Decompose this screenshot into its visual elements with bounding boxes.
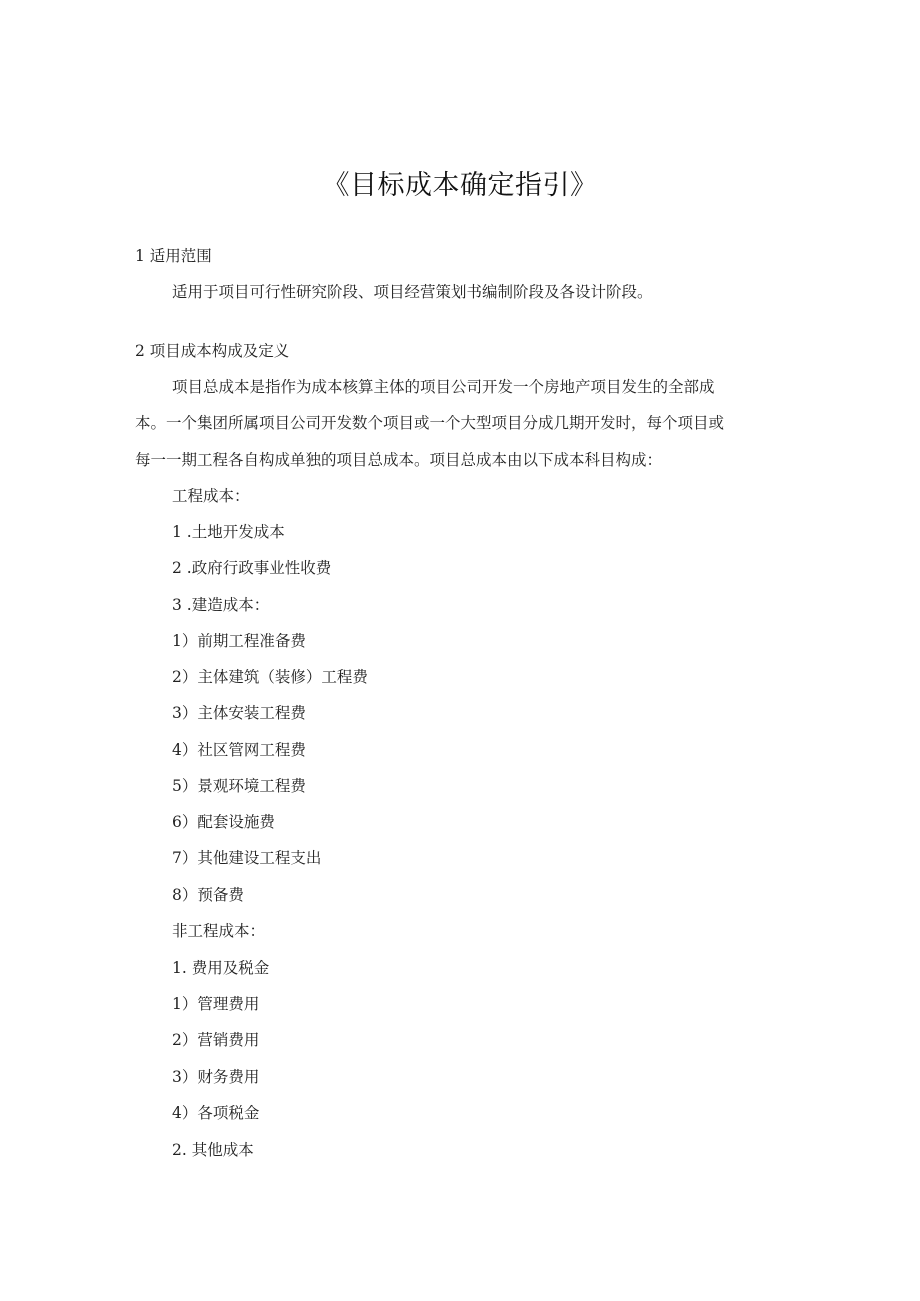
list-item: 8）预备费 xyxy=(172,886,244,904)
list-item: 2. 其他成本 xyxy=(172,1141,254,1159)
list-item: 2）营销费用 xyxy=(172,1031,260,1049)
list-item: 非工程成本： xyxy=(172,922,266,940)
document-title: 《目标成本确定指引》 xyxy=(322,170,598,201)
list-item: 4）社区管网工程费 xyxy=(172,741,306,759)
list-item: 4）各项税金 xyxy=(172,1104,260,1122)
section-2-paragraph-line-2: 本。一个集团所属项目公司开发数个项目或一个大型项目分成几期开发时，每个项目或 xyxy=(135,414,725,432)
list-item: 7）其他建设工程支出 xyxy=(172,849,322,867)
list-item: 5）景观环境工程费 xyxy=(172,777,306,795)
list-item: 3）财务费用 xyxy=(172,1068,260,1086)
list-item: 3 .建造成本： xyxy=(172,596,270,614)
list-item: 1）前期工程准备费 xyxy=(172,632,306,650)
list-item: 1. 费用及税金 xyxy=(172,959,270,977)
list-item: 3）主体安装工程费 xyxy=(172,704,306,722)
list-item: 1）管理费用 xyxy=(172,995,260,1013)
list-item: 工程成本： xyxy=(172,487,250,505)
list-item: 6）配套设施费 xyxy=(172,813,275,831)
section-2-paragraph-line-1: 项目总成本是指作为成本核算主体的项目公司开发一个房地产项目发生的全部成 xyxy=(172,378,715,396)
list-item: 2 .政府行政事业性收费 xyxy=(172,559,332,577)
section-1-heading: 1 适用范围 xyxy=(135,247,212,265)
section-2-heading: 2 项目成本构成及定义 xyxy=(135,342,290,360)
section-1-body: 适用于项目可行性研究阶段、项目经营策划书编制阶段及各设计阶段。 xyxy=(172,283,653,301)
list-item: 2）主体建筑（装修）工程费 xyxy=(172,668,368,686)
list-item: 1 .土地开发成本 xyxy=(172,523,285,541)
section-2-paragraph-line-3: 每一一期工程各自构成单独的项目总成本。项目总成本由以下成本科目构成： xyxy=(135,451,663,469)
